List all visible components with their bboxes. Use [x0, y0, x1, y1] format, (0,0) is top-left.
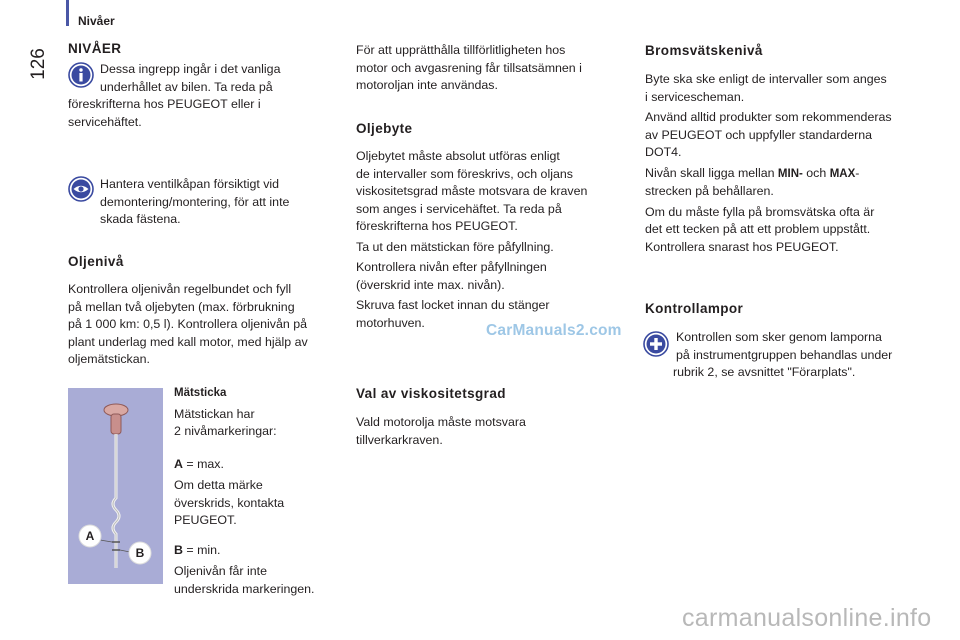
brake-fluid-line: i servicescheman.: [645, 89, 745, 104]
eye-icon: [68, 176, 94, 202]
oil-change-line: Ta ut den mätstickan före påfyllning.: [356, 239, 554, 254]
oil-change-line: viskositetsgrad måste motsvara de kraven: [356, 184, 588, 198]
oil-level-line: på 1 000 km: 0,5 l). Kontrollera oljenivån på: [68, 317, 308, 331]
brake-fluid-text: [645, 71, 930, 256]
brake-fluid-line: Byte ska ske enligt de intervaller som anges: [645, 72, 887, 86]
warning-lamps-title: Kontrollampor: [645, 301, 744, 316]
level-pre: Nivån skall ligga mellan: [645, 165, 778, 180]
level-mid: och: [802, 165, 830, 180]
warning-note: [100, 176, 340, 229]
main-title: NIVÅER: [68, 41, 122, 56]
warning-lamps-line: Kontrollen som sker genom lamporna: [676, 330, 882, 344]
marker-b-label: B: [135, 546, 145, 560]
dipstick-intro-line: 2 nivåmarkeringar:: [174, 424, 277, 438]
oil-level-title: Oljenivå: [68, 254, 124, 269]
viscosity-title: Val av viskositetsgrad: [356, 386, 506, 401]
a-note-line: överskrids, kontakta: [174, 495, 285, 510]
oil-change-line: Oljebytet måste absolut utföras enligt: [356, 149, 560, 163]
oil-change-line: som anges i servicehäftet. Ta reda på: [356, 201, 562, 216]
a-note-line: Om detta märke: [174, 478, 263, 492]
brake-fluid-line: Använd alltid produkter som rekommenderas: [645, 110, 892, 124]
warning-lamps-line: rubrik 2, se avsnittet "Förarplats".: [673, 365, 856, 379]
brake-fluid-line: det ett tecken på att ett problem uppstått.: [645, 222, 871, 236]
watermark-text: CarManuals2.com: [486, 322, 622, 339]
info-note-line: Dessa ingrepp ingår i det vanliga: [100, 62, 281, 76]
level-max: MAX: [829, 167, 856, 180]
info-note-line: servicehäftet.: [68, 114, 142, 129]
dipstick-illustration: [68, 388, 163, 584]
dipstick-intro-line: Mätstickan har: [174, 406, 255, 421]
a-note-line: PEUGEOT.: [174, 513, 237, 527]
info-note: [68, 61, 338, 131]
header-accent-bar: [66, 0, 69, 26]
brake-fluid-line: Om du måste fylla på bromsvätska ofta är: [645, 204, 875, 219]
info-note-line: föreskrifterna hos PEUGEOT eller i: [68, 97, 261, 111]
additive-note: [356, 42, 631, 95]
oil-change-text: [356, 148, 636, 332]
additive-note-line: motor och avgasrening får tillsatsämnen i: [356, 60, 582, 75]
oil-level-line: på mellan två oljebyten (max. förbrukning: [68, 299, 295, 314]
dipstick-text: [174, 385, 344, 598]
warning-lamps-text: [673, 329, 926, 382]
a-label: A: [174, 456, 183, 471]
brake-fluid-line: av PEUGEOT och uppfyller standarderna: [645, 127, 873, 142]
oil-change-line: (överskrid inte max. nivån).: [356, 277, 505, 292]
viscosity-line: Vald motorolja måste motsvara: [356, 415, 526, 429]
b-note-line: Oljenivån får inte: [174, 564, 267, 578]
footer-site-watermark: carmanualsonline.info: [682, 604, 932, 632]
dipstick-b-line: [174, 542, 344, 560]
header-title: Nivåer: [78, 14, 115, 28]
warning-lamps-line: på instrumentgruppen behandlas under: [676, 347, 893, 362]
b-note-line: underskrida markeringen.: [174, 581, 315, 596]
oil-change-line: Kontrollera nivån efter påfyllningen: [356, 260, 547, 274]
oil-level-line: Kontrollera oljenivån regelbundet och fyll: [68, 282, 292, 296]
oil-change-title: Oljebyte: [356, 121, 413, 136]
brake-fluid-title: Bromsvätskenivå: [645, 43, 763, 58]
plus-icon: [643, 331, 669, 357]
info-note-line: underhållet av bilen. Ta reda på: [100, 79, 273, 94]
page-number: 126: [28, 48, 49, 80]
brake-fluid-line: DOT4.: [645, 145, 682, 159]
level-post: -: [855, 165, 860, 180]
warning-note-line: demontering/montering, för att inte: [100, 194, 290, 209]
dipstick-title: Mätsticka: [174, 387, 227, 399]
marker-a-label: A: [85, 529, 95, 543]
a-text: = max.: [182, 456, 224, 471]
oil-change-line: de intervaller som föreskrivs, och oljans: [356, 166, 573, 181]
oil-level-text: [68, 281, 343, 369]
viscosity-text: [356, 414, 631, 449]
oil-change-line: föreskrifterna hos PEUGEOT.: [356, 219, 518, 233]
additive-note-line: motoroljan inte användas.: [356, 78, 498, 92]
oil-change-line: motorhuven.: [356, 315, 425, 330]
oil-level-line: oljemätstickan.: [68, 352, 150, 366]
brake-fluid-level-line: [645, 165, 930, 184]
level-min: MIN-: [777, 167, 803, 180]
dipstick-a-line: [174, 456, 344, 474]
b-text: = min.: [182, 542, 221, 557]
brake-fluid-line: Kontrollera snarast hos PEUGEOT.: [645, 239, 839, 254]
brake-fluid-line: strecken på behållaren.: [645, 184, 774, 198]
additive-note-line: För att upprätthålla tillförlitligheten hos: [356, 43, 566, 57]
oil-change-line: Skruva fast locket innan du stänger: [356, 298, 550, 312]
warning-note-line: skada fästena.: [100, 212, 181, 226]
viscosity-line: tillverkarkraven.: [356, 432, 443, 447]
b-label: B: [174, 542, 183, 557]
oil-level-line: plant underlag med kall motor, med hjälp av: [68, 334, 308, 349]
warning-note-line: Hantera ventilkåpan försiktigt vid: [100, 177, 280, 191]
